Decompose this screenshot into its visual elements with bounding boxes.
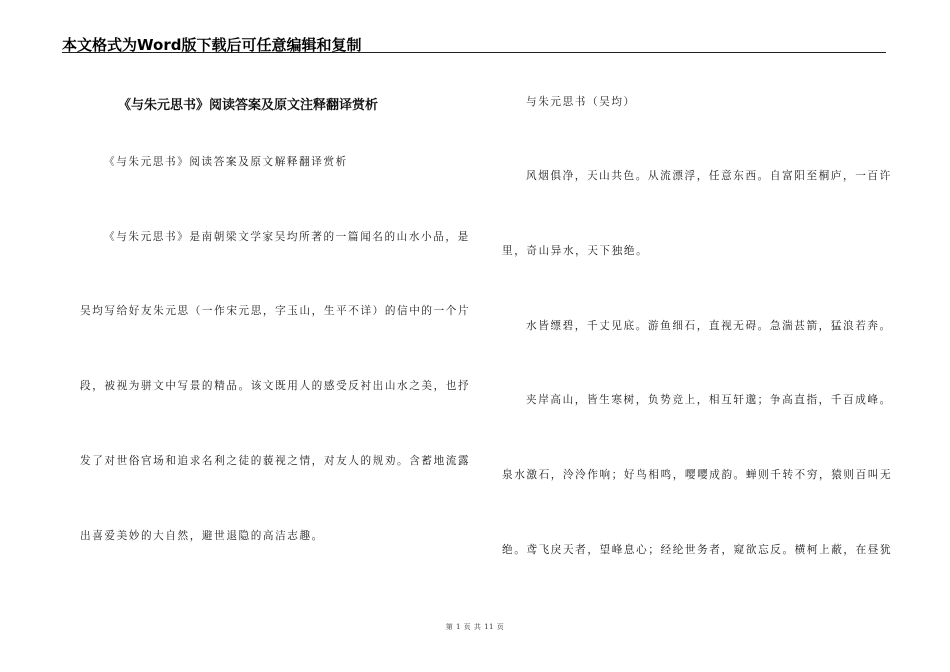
page-number: 第 1 页 共 11 页 <box>445 623 505 631</box>
header-rule <box>62 52 886 53</box>
text-line: 绝。鸢飞戾天者，望峰息心；经纶世务者，窥欲忘反。横柯上蔽，在昼犹 <box>502 544 893 556</box>
text-line: 发了对世俗官场和追求名利之徒的藐视之情，对友人的规劝。含蓄地流露 <box>80 455 471 467</box>
text-line: 夹岸高山，皆生寒树，负势竞上，相互轩邈；争高直指，千百成峰。 <box>526 394 892 406</box>
poem-title: 与朱元思书（吴均） <box>526 96 636 108</box>
text-line: 《与朱元思书》阅读答案及原文解释翻译赏析 <box>104 156 348 168</box>
text-line: 《与朱元思书》是南朝梁文学家吴均所著的一篇闻名的山水小品，是 <box>104 231 470 243</box>
text-line: 段，被视为骈文中写景的精品。该文既用人的感受反衬出山水之美，也抒 <box>80 380 471 392</box>
text-line: 风烟俱净，天山共色。从流漂浮，任意东西。自富阳至桐庐，一百许 <box>526 170 892 182</box>
text-line: 里，奇山异水，天下独绝。 <box>502 245 649 257</box>
article-title: 《与朱元思书》阅读答案及原文注释翻译赏析 <box>118 98 379 113</box>
text-line: 泉水激石，泠泠作响；好鸟相鸣，嘤嘤成韵。蝉则千转不穷，猿则百叫无 <box>502 469 893 481</box>
word-format-banner: 本文格式为Word版下载后可任意编辑和复制 <box>62 36 362 54</box>
text-line: 吴均写给好友朱元思（一作宋元思，字玉山，生平不详）的信中的一个片 <box>80 305 471 317</box>
text-line: 出喜爱美妙的大自然，避世退隐的高洁志趣。 <box>80 530 324 542</box>
text-line: 水皆缥碧，千丈见底。游鱼细石，直视无碍。急湍甚箭，猛浪若奔。 <box>526 320 892 332</box>
